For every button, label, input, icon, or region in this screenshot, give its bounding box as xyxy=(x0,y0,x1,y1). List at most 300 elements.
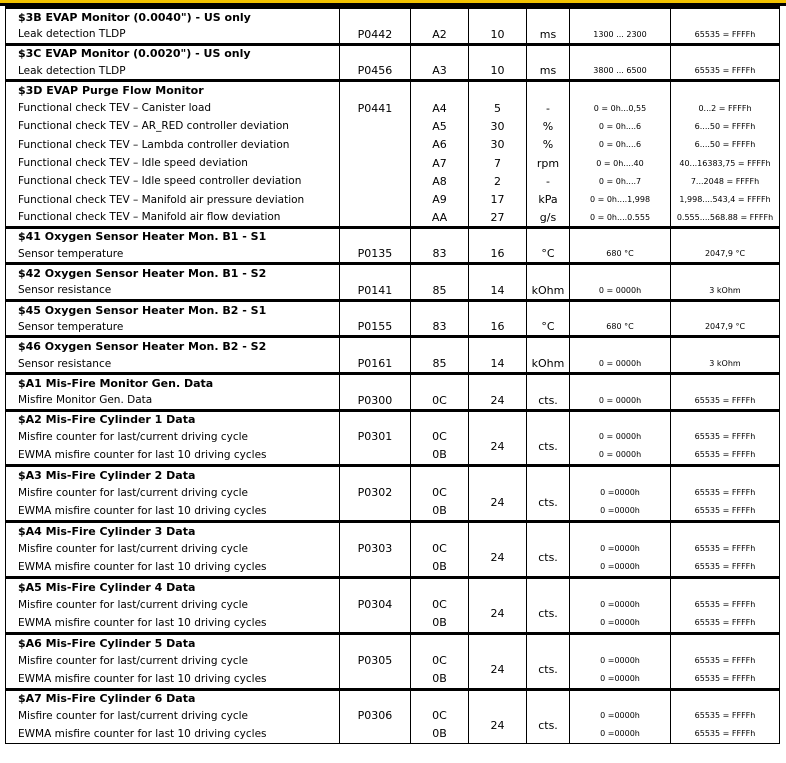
row-description: EWMA misfire counter for last 10 driving cycles xyxy=(18,449,267,462)
value-range-group xyxy=(570,428,671,466)
row-description: Misfire counter for last/current driving cycle xyxy=(18,487,248,500)
dtc-code xyxy=(340,154,411,172)
unit-label: % xyxy=(527,117,570,135)
unit-label: - xyxy=(527,99,570,117)
byte-count: 24 xyxy=(469,392,527,410)
empty-cell xyxy=(469,522,527,540)
empty-cell xyxy=(570,264,671,282)
empty-cell xyxy=(469,81,527,99)
test-id: 0B xyxy=(432,504,447,518)
test-id: 83 xyxy=(411,245,469,263)
table-row xyxy=(6,428,780,466)
table-row xyxy=(6,62,780,80)
empty-cell xyxy=(340,577,411,595)
empty-cell xyxy=(340,633,411,651)
test-id: A3 xyxy=(411,62,469,80)
empty-cell xyxy=(570,522,671,540)
empty-cell xyxy=(411,8,469,26)
empty-cell xyxy=(340,44,411,62)
empty-cell xyxy=(411,633,469,651)
max-value: 65535 = FFFFh xyxy=(671,26,780,44)
byte-count: 16 xyxy=(469,319,527,337)
unit-label: °C xyxy=(527,245,570,263)
empty-cell xyxy=(671,8,780,26)
empty-cell xyxy=(340,8,411,26)
max-value: 2047,9 °C xyxy=(671,319,780,337)
section-title: $A2 Mis-Fire Cylinder 1 Data xyxy=(6,410,340,428)
test-id-group xyxy=(411,428,469,466)
empty-cell xyxy=(671,264,780,282)
empty-cell xyxy=(527,44,570,62)
empty-cell xyxy=(411,410,469,428)
test-id: 0B xyxy=(432,671,447,685)
test-id: 0B xyxy=(432,559,447,573)
max-value: 6....50 = FFFFh xyxy=(671,136,780,154)
byte-count: 10 xyxy=(469,62,527,80)
unit-label: - xyxy=(527,172,570,190)
empty-cell xyxy=(570,410,671,428)
test-id: 85 xyxy=(411,282,469,300)
byte-count: 27 xyxy=(469,209,527,227)
section-title: $A3 Mis-Fire Cylinder 2 Data xyxy=(6,466,340,484)
empty-cell xyxy=(570,81,671,99)
section-title: $A5 Mis-Fire Cylinder 4 Data xyxy=(6,577,340,595)
value-range: 0 =0000h xyxy=(600,599,640,609)
row-description: Functional check TEV – Manifold air flow deviation xyxy=(6,209,340,227)
empty-cell xyxy=(570,689,671,707)
empty-cell xyxy=(527,577,570,595)
max-value: 6....50 = FFFFh xyxy=(671,117,780,135)
dtc-code xyxy=(340,209,411,227)
dtc-code: P0306 xyxy=(340,707,411,744)
test-id-group xyxy=(411,652,469,690)
row-description: Sensor resistance xyxy=(6,282,340,300)
max-value: 0.555....568.88 = FFFFh xyxy=(671,209,780,227)
test-id: 0C xyxy=(432,709,447,723)
unit-label: kPa xyxy=(527,190,570,208)
byte-count: 30 xyxy=(469,117,527,135)
section-header-row xyxy=(6,410,780,428)
test-id: 83 xyxy=(411,319,469,337)
dtc-code: P0161 xyxy=(340,355,411,373)
empty-cell xyxy=(570,633,671,651)
test-id: A9 xyxy=(411,190,469,208)
value-range: 0 = 0h....0.555 xyxy=(570,209,671,227)
row-description: Sensor temperature xyxy=(6,245,340,263)
test-id: 0C xyxy=(432,541,447,555)
byte-count: 17 xyxy=(469,190,527,208)
test-id: 0B xyxy=(432,615,447,629)
table-row xyxy=(6,319,780,337)
section-title: $41 Oxygen Sensor Heater Mon. B1 - S1 xyxy=(6,227,340,245)
unit-label: ms xyxy=(527,62,570,80)
section-header-row xyxy=(6,81,780,99)
row-description-group xyxy=(6,652,340,690)
empty-cell xyxy=(671,227,780,245)
dtc-code: P0441 xyxy=(340,99,411,117)
max-value: 65535 = FFFFh xyxy=(694,729,756,739)
empty-cell xyxy=(411,81,469,99)
empty-cell xyxy=(469,44,527,62)
section-header-row xyxy=(6,689,780,707)
empty-cell xyxy=(671,81,780,99)
test-id: 0C xyxy=(432,430,447,444)
dtc-code: P0155 xyxy=(340,319,411,337)
section-title: $46 Oxygen Sensor Heater Mon. B2 - S2 xyxy=(6,337,340,355)
empty-cell xyxy=(527,264,570,282)
row-description: EWMA misfire counter for last 10 driving cycles xyxy=(18,560,267,573)
row-description: Misfire counter for last/current driving cycle xyxy=(18,654,248,667)
row-description-group xyxy=(6,428,340,466)
empty-cell xyxy=(411,522,469,540)
empty-cell xyxy=(469,689,527,707)
value-range: 0 = 0000h xyxy=(570,282,671,300)
value-range: 0 = 0h...0,55 xyxy=(570,99,671,117)
row-description: Functional check TEV – Idle speed controller deviation xyxy=(6,172,340,190)
dtc-code: P0442 xyxy=(340,26,411,44)
row-description-group xyxy=(6,540,340,578)
value-range: 0 =0000h xyxy=(600,655,640,665)
dtc-code: P0456 xyxy=(340,62,411,80)
row-description: Leak detection TLDP xyxy=(6,62,340,80)
section-header-row xyxy=(6,577,780,595)
unit-label: cts. xyxy=(527,596,570,634)
empty-cell xyxy=(469,410,527,428)
section-title: $A6 Mis-Fire Cylinder 5 Data xyxy=(6,633,340,651)
value-range: 0 =0000h xyxy=(600,729,640,739)
empty-cell xyxy=(671,522,780,540)
value-range: 0 = 0000h xyxy=(570,392,671,410)
table-row xyxy=(6,540,780,578)
value-range: 0 =0000h xyxy=(600,617,640,627)
empty-cell xyxy=(570,337,671,355)
value-range: 0 = 0h....6 xyxy=(570,136,671,154)
empty-cell xyxy=(671,44,780,62)
value-range-group xyxy=(570,652,671,690)
unit-label: % xyxy=(527,136,570,154)
table-row xyxy=(6,209,780,227)
dtc-code: P0135 xyxy=(340,245,411,263)
empty-cell xyxy=(671,337,780,355)
value-range: 0 = 0h....40 xyxy=(570,154,671,172)
empty-cell xyxy=(411,337,469,355)
empty-cell xyxy=(527,337,570,355)
byte-count: 7 xyxy=(469,154,527,172)
max-value: 65535 = FFFFh xyxy=(694,506,756,516)
empty-cell xyxy=(469,373,527,391)
unit-label: cts. xyxy=(527,392,570,410)
table-row xyxy=(6,355,780,373)
empty-cell xyxy=(527,466,570,484)
section-title: $3D EVAP Purge Flow Monitor xyxy=(6,81,340,99)
dtc-code xyxy=(340,117,411,135)
max-value: 65535 = FFFFh xyxy=(694,599,756,609)
value-range: 3800 ... 6500 xyxy=(570,62,671,80)
test-id: A5 xyxy=(411,117,469,135)
table-row xyxy=(6,596,780,634)
section-header-row xyxy=(6,8,780,26)
row-description: Misfire counter for last/current driving cycle xyxy=(18,710,248,723)
row-description: EWMA misfire counter for last 10 driving cycles xyxy=(18,728,267,741)
table-row xyxy=(6,154,780,172)
row-description-group xyxy=(6,596,340,634)
empty-cell xyxy=(527,8,570,26)
empty-cell xyxy=(671,466,780,484)
table-row xyxy=(6,99,780,117)
max-value: 65535 = FFFFh xyxy=(694,450,756,460)
empty-cell xyxy=(411,577,469,595)
value-range-group xyxy=(570,484,671,522)
empty-cell xyxy=(340,300,411,318)
empty-cell xyxy=(527,227,570,245)
row-description: Misfire counter for last/current driving cycle xyxy=(18,431,248,444)
test-id: A4 xyxy=(411,99,469,117)
value-range-group xyxy=(570,707,671,744)
unit-label: cts. xyxy=(527,540,570,578)
section-header-row xyxy=(6,337,780,355)
empty-cell xyxy=(411,264,469,282)
test-id: 0C xyxy=(432,597,447,611)
table-row xyxy=(6,190,780,208)
table-row xyxy=(6,26,780,44)
test-id-group xyxy=(411,484,469,522)
max-value: 7...2048 = FFFFh xyxy=(671,172,780,190)
empty-cell xyxy=(527,300,570,318)
table-row xyxy=(6,484,780,522)
dtc-code: P0303 xyxy=(340,540,411,578)
empty-cell xyxy=(469,577,527,595)
row-description: EWMA misfire counter for last 10 driving cycles xyxy=(18,616,267,629)
empty-cell xyxy=(570,8,671,26)
value-range: 0 =0000h xyxy=(600,488,640,498)
dtc-code: P0300 xyxy=(340,392,411,410)
max-value: 2047,9 °C xyxy=(671,245,780,263)
max-value: 65535 = FFFFh xyxy=(694,673,756,683)
empty-cell xyxy=(570,577,671,595)
row-description: Leak detection TLDP xyxy=(6,26,340,44)
section-header-row xyxy=(6,522,780,540)
unit-label: cts. xyxy=(527,707,570,744)
empty-cell xyxy=(340,373,411,391)
value-range: 0 = 0000h xyxy=(598,450,642,460)
test-id-group xyxy=(411,707,469,744)
value-range: 1300 ... 2300 xyxy=(570,26,671,44)
section-title: $3C EVAP Monitor (0.0020") - US only xyxy=(6,44,340,62)
value-range: 0 =0000h xyxy=(600,561,640,571)
section-header-row xyxy=(6,373,780,391)
dtc-code xyxy=(340,136,411,154)
empty-cell xyxy=(411,227,469,245)
section-header-row xyxy=(6,300,780,318)
row-description: Misfire counter for last/current driving cycle xyxy=(18,542,248,555)
test-id: 0C xyxy=(432,653,447,667)
byte-count: 24 xyxy=(469,484,527,522)
empty-cell xyxy=(469,227,527,245)
section-title: $A1 Mis-Fire Monitor Gen. Data xyxy=(6,373,340,391)
max-value: 65535 = FFFFh xyxy=(671,62,780,80)
max-value-group xyxy=(671,428,780,466)
unit-label: g/s xyxy=(527,209,570,227)
unit-label: ms xyxy=(527,26,570,44)
section-header-row xyxy=(6,44,780,62)
row-description: Functional check TEV – Lambda controller deviation xyxy=(6,136,340,154)
byte-count: 24 xyxy=(469,596,527,634)
empty-cell xyxy=(340,337,411,355)
unit-label: cts. xyxy=(527,484,570,522)
table-row xyxy=(6,282,780,300)
section-title: $3B EVAP Monitor (0.0040") - US only xyxy=(6,8,340,26)
test-id: A7 xyxy=(411,154,469,172)
test-id: AA xyxy=(411,209,469,227)
section-header-row xyxy=(6,633,780,651)
test-id: A2 xyxy=(411,26,469,44)
value-range: 0 = 0000h xyxy=(570,355,671,373)
table-row xyxy=(6,652,780,690)
max-value: 65535 = FFFFh xyxy=(694,711,756,721)
empty-cell xyxy=(340,81,411,99)
top-accent-stripe xyxy=(0,0,786,3)
empty-cell xyxy=(340,522,411,540)
row-description: Misfire Monitor Gen. Data xyxy=(6,392,340,410)
test-id: A6 xyxy=(411,136,469,154)
value-range-group xyxy=(570,540,671,578)
empty-cell xyxy=(340,264,411,282)
test-id-group xyxy=(411,596,469,634)
max-value: 65535 = FFFFh xyxy=(694,543,756,553)
empty-cell xyxy=(469,337,527,355)
test-id: 0B xyxy=(432,727,447,741)
empty-cell xyxy=(340,466,411,484)
max-value: 1,998....543,4 = FFFFh xyxy=(671,190,780,208)
value-range: 0 = 0h....1,998 xyxy=(570,190,671,208)
table-row xyxy=(6,245,780,263)
test-id: 85 xyxy=(411,355,469,373)
max-value: 65535 = FFFFh xyxy=(694,432,756,442)
row-description: EWMA misfire counter for last 10 driving cycles xyxy=(18,672,267,685)
section-title: $45 Oxygen Sensor Heater Mon. B2 - S1 xyxy=(6,300,340,318)
byte-count: 5 xyxy=(469,99,527,117)
row-description: Sensor resistance xyxy=(6,355,340,373)
empty-cell xyxy=(527,373,570,391)
row-description: EWMA misfire counter for last 10 driving cycles xyxy=(18,505,267,518)
row-description: Functional check TEV – Canister load xyxy=(6,99,340,117)
unit-label: rpm xyxy=(527,154,570,172)
byte-count: 24 xyxy=(469,652,527,690)
dtc-code: P0304 xyxy=(340,596,411,634)
empty-cell xyxy=(411,300,469,318)
byte-count: 30 xyxy=(469,136,527,154)
value-range: 680 °C xyxy=(570,319,671,337)
row-description: Misfire counter for last/current driving cycle xyxy=(18,598,248,611)
row-description: Functional check TEV – Manifold air pressure deviation xyxy=(6,190,340,208)
byte-count: 14 xyxy=(469,355,527,373)
section-header-row xyxy=(6,466,780,484)
section-title: $A4 Mis-Fire Cylinder 3 Data xyxy=(6,522,340,540)
value-range: 0 =0000h xyxy=(600,673,640,683)
max-value-group xyxy=(671,707,780,744)
empty-cell xyxy=(527,81,570,99)
byte-count: 10 xyxy=(469,26,527,44)
empty-cell xyxy=(411,44,469,62)
unit-label: kOhm xyxy=(527,282,570,300)
max-value-group xyxy=(671,484,780,522)
test-id-group xyxy=(411,540,469,578)
table-row xyxy=(6,707,780,744)
table-row xyxy=(6,136,780,154)
value-range: 0 = 0h....6 xyxy=(570,117,671,135)
value-range: 0 =0000h xyxy=(600,506,640,516)
empty-cell xyxy=(671,410,780,428)
max-value: 0...2 = FFFFh xyxy=(671,99,780,117)
empty-cell xyxy=(340,410,411,428)
value-range: 680 °C xyxy=(570,245,671,263)
max-value: 40...16383,75 = FFFFh xyxy=(671,154,780,172)
empty-cell xyxy=(570,227,671,245)
table-row xyxy=(6,117,780,135)
row-description: Functional check TEV – Idle speed deviation xyxy=(6,154,340,172)
max-value-group xyxy=(671,596,780,634)
empty-cell xyxy=(527,633,570,651)
empty-cell xyxy=(340,227,411,245)
empty-cell xyxy=(671,689,780,707)
empty-cell xyxy=(671,373,780,391)
dtc-code: P0305 xyxy=(340,652,411,690)
byte-count: 16 xyxy=(469,245,527,263)
row-description-group xyxy=(6,707,340,744)
unit-label: °C xyxy=(527,319,570,337)
max-value: 65535 = FFFFh xyxy=(694,561,756,571)
empty-cell xyxy=(411,689,469,707)
test-id: A8 xyxy=(411,172,469,190)
table-row xyxy=(6,392,780,410)
test-id: 0C xyxy=(432,486,447,500)
dtc-code: P0302 xyxy=(340,484,411,522)
max-value: 65535 = FFFFh xyxy=(694,488,756,498)
byte-count: 24 xyxy=(469,540,527,578)
byte-count: 14 xyxy=(469,282,527,300)
max-value: 3 kOhm xyxy=(671,282,780,300)
empty-cell xyxy=(570,300,671,318)
value-range: 0 = 0h....7 xyxy=(570,172,671,190)
max-value: 65535 = FFFFh xyxy=(671,392,780,410)
obd-monitor-table xyxy=(5,6,780,744)
empty-cell xyxy=(411,373,469,391)
empty-cell xyxy=(469,264,527,282)
empty-cell xyxy=(570,466,671,484)
section-title: $A7 Mis-Fire Cylinder 6 Data xyxy=(6,689,340,707)
max-value-group xyxy=(671,540,780,578)
table-row xyxy=(6,172,780,190)
value-range: 0 =0000h xyxy=(600,711,640,721)
value-range: 0 = 0000h xyxy=(598,432,642,442)
byte-count: 2 xyxy=(469,172,527,190)
empty-cell xyxy=(527,689,570,707)
empty-cell xyxy=(469,8,527,26)
section-title: $42 Oxygen Sensor Heater Mon. B1 - S2 xyxy=(6,264,340,282)
empty-cell xyxy=(340,689,411,707)
dtc-code: P0141 xyxy=(340,282,411,300)
max-value: 3 kOhm xyxy=(671,355,780,373)
row-description: Functional check TEV – AR_RED controller deviation xyxy=(6,117,340,135)
empty-cell xyxy=(671,633,780,651)
empty-cell xyxy=(527,410,570,428)
empty-cell xyxy=(570,373,671,391)
byte-count: 24 xyxy=(469,428,527,466)
max-value: 65535 = FFFFh xyxy=(694,655,756,665)
value-range: 0 =0000h xyxy=(600,543,640,553)
dtc-code: P0301 xyxy=(340,428,411,466)
empty-cell xyxy=(527,522,570,540)
